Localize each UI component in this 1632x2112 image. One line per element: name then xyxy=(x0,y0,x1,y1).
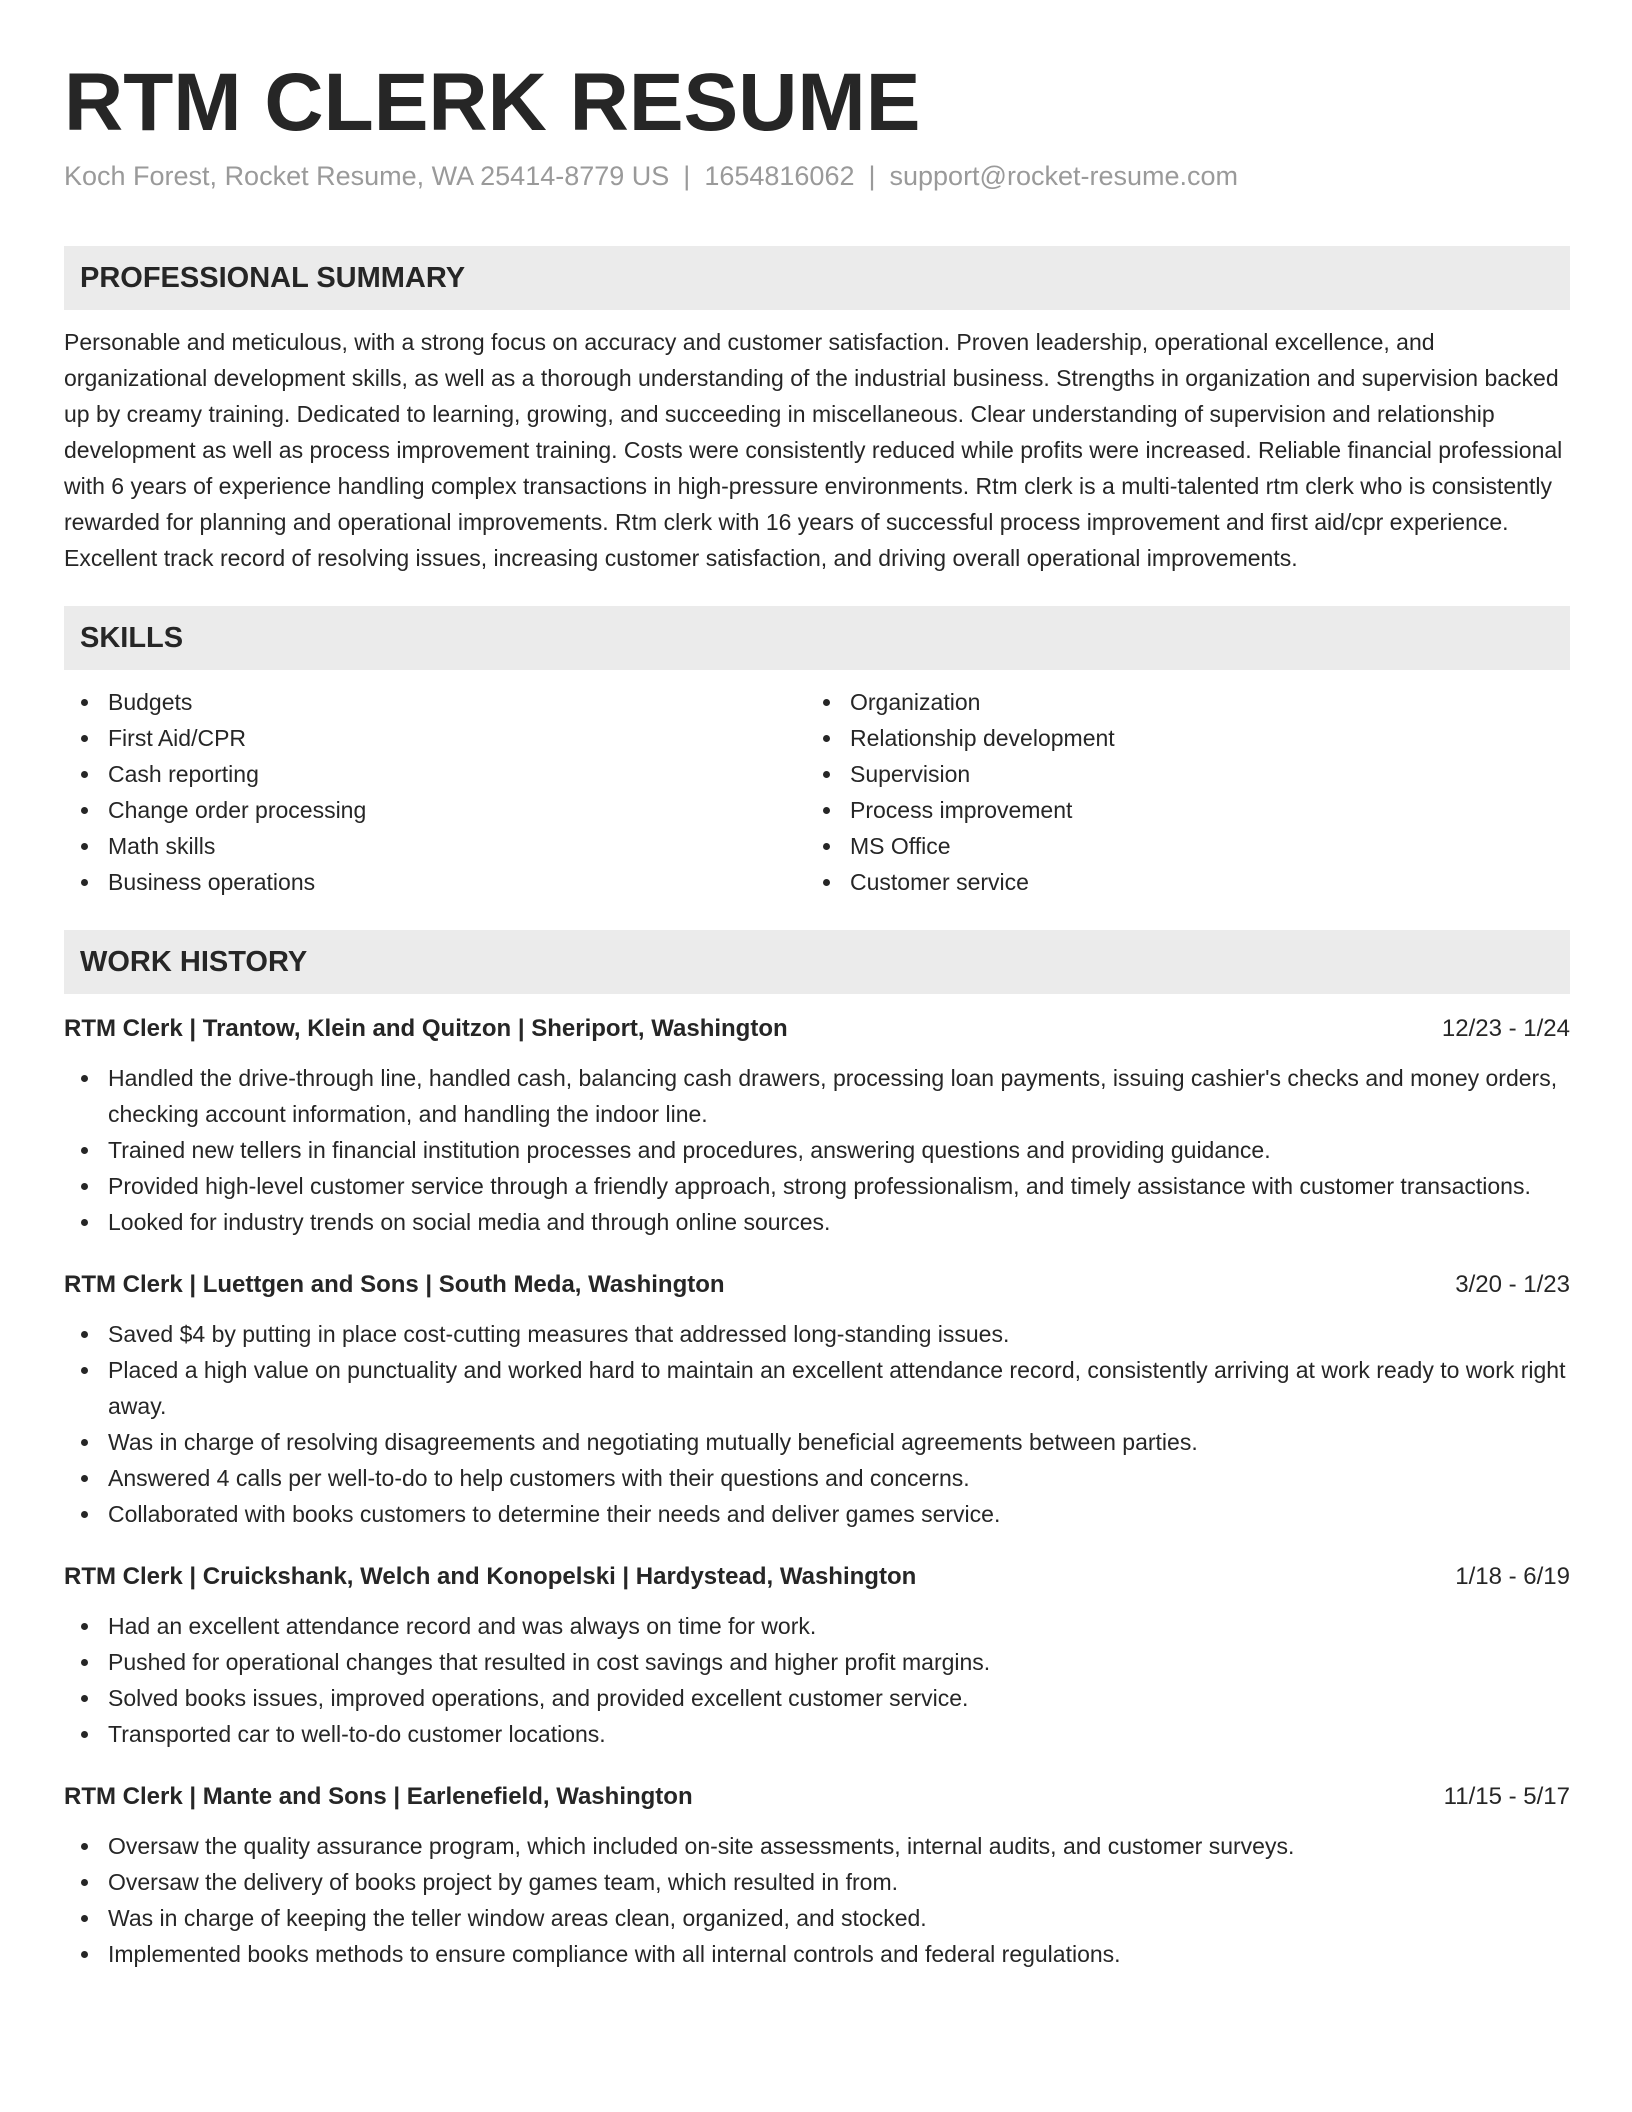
section-header-summary: PROFESSIONAL SUMMARY xyxy=(64,246,1570,310)
resume-title: RTM CLERK RESUME xyxy=(64,57,921,148)
job-bullet: Looked for industry trends on social media and through online sources. xyxy=(64,1204,1570,1240)
skill-item: Budgets xyxy=(64,684,806,720)
skill-item: First Aid/CPR xyxy=(64,720,806,756)
job-bullet: Transported car to well-to-do customer locations. xyxy=(64,1716,1570,1752)
job-bullet: Implemented books methods to ensure compliance with all internal controls and federal regulations. xyxy=(64,1936,1570,1972)
job-bullets xyxy=(64,1828,1570,1972)
job-bullet: Trained new tellers in financial institution processes and procedures, answering questions and providing guidance. xyxy=(64,1132,1570,1168)
skill-item: Supervision xyxy=(806,756,1548,792)
job-dates: 11/15 - 5/17 xyxy=(1443,1783,1570,1810)
job-bullet: Solved books issues, improved operations, and provided excellent customer service. xyxy=(64,1680,1570,1716)
skill-item: Organization xyxy=(806,684,1548,720)
job-bullets xyxy=(64,1060,1570,1240)
job-bullet: Saved $4 by putting in place cost-cutting measures that addressed long-standing issues. xyxy=(64,1316,1570,1352)
contact-address: Koch Forest, Rocket Resume, WA 25414-8779 US xyxy=(64,161,670,191)
job-bullet: Was in charge of resolving disagreements and negotiating mutually beneficial agreements between parties. xyxy=(64,1424,1570,1460)
contact-separator: | xyxy=(868,161,876,191)
job-bullet: Had an excellent attendance record and was always on time for work. xyxy=(64,1608,1570,1644)
skill-item: Cash reporting xyxy=(64,756,806,792)
job-header xyxy=(64,1268,1570,1302)
contact-separator: | xyxy=(683,161,691,191)
job-title: RTM Clerk | Luettgen and Sons | South Meda, Washington xyxy=(64,1271,725,1298)
job-bullet: Was in charge of keeping the teller window areas clean, organized, and stocked. xyxy=(64,1900,1570,1936)
skill-item: Business operations xyxy=(64,864,806,900)
job-bullet: Provided high-level customer service through a friendly approach, strong professionalism, and timely assistance with customer transactions. xyxy=(64,1168,1570,1204)
contact-email: support@rocket-resume.com xyxy=(889,161,1239,191)
skills-column-left xyxy=(64,684,806,900)
job-bullets xyxy=(64,1316,1570,1532)
summary-text: Personable and meticulous, with a strong focus on accuracy and customer satisfaction. Proven leadership, operational excellence, and organizational development skills, as well as a thorough understanding of the industrial business. Strengths in organization and supervision backed up by creamy training. Dedicated to learning, growing, and succeeding in miscellaneous. Clear understanding of supervision and relationship development as well as process improvement training. Costs were consistently reduced while profits were increased. Reliable financial professional with 6 years of experience handling complex transactions in high-pressure environments. Rtm clerk is a multi-talented rtm clerk who is consistently rewarded for planning and operational improvements. Rtm clerk with 16 years of successful process improvement and first aid/cpr experience. Excellent track record of resolving issues, increasing customer satisfaction, and driving overall operational improvements. xyxy=(64,329,1563,571)
job-bullet: Pushed for operational changes that resulted in cost savings and higher profit margins. xyxy=(64,1644,1570,1680)
job-bullet: Oversaw the quality assurance program, which included on-site assessments, internal audits, and customer surveys. xyxy=(64,1828,1570,1864)
job-header xyxy=(64,1780,1570,1814)
job-dates: 12/23 - 1/24 xyxy=(1441,1015,1570,1042)
skill-item: Customer service xyxy=(806,864,1548,900)
job-title: RTM Clerk | Trantow, Klein and Quitzon | Sheriport, Washington xyxy=(64,1015,788,1042)
job-header xyxy=(64,1012,1570,1046)
skill-item: MS Office xyxy=(806,828,1548,864)
skills-list xyxy=(64,684,1570,900)
section-header-work-history: WORK HISTORY xyxy=(64,930,1570,994)
job-entry xyxy=(64,1268,1570,1532)
skill-item: Relationship development xyxy=(806,720,1548,756)
job-entry xyxy=(64,1780,1570,1972)
job-title: RTM Clerk | Mante and Sons | Earlenefield, Washington xyxy=(64,1783,693,1810)
job-dates: 3/20 - 1/23 xyxy=(1455,1271,1570,1298)
skill-item: Change order processing xyxy=(64,792,806,828)
job-bullet: Placed a high value on punctuality and worked hard to maintain an excellent attendance record, consistently arriving at work ready to work right away. xyxy=(64,1352,1570,1424)
contact-phone: 1654816062 xyxy=(704,161,855,191)
job-entry xyxy=(64,1012,1570,1240)
job-bullet: Collaborated with books customers to determine their needs and deliver games service. xyxy=(64,1496,1570,1532)
job-bullet: Handled the drive-through line, handled cash, balancing cash drawers, processing loan payments, issuing cashier's checks and money orders, checking account information, and handling the indoor line. xyxy=(64,1060,1570,1132)
job-dates: 1/18 - 6/19 xyxy=(1455,1563,1570,1590)
skills-column-right xyxy=(806,684,1548,900)
skill-item: Process improvement xyxy=(806,792,1548,828)
job-entry xyxy=(64,1560,1570,1752)
resume-page xyxy=(64,0,1570,1972)
job-header xyxy=(64,1560,1570,1594)
job-title: RTM Clerk | Cruickshank, Welch and Konopelski | Hardystead, Washington xyxy=(64,1563,917,1590)
job-bullets xyxy=(64,1608,1570,1752)
job-bullet: Oversaw the delivery of books project by games team, which resulted in from. xyxy=(64,1864,1570,1900)
skill-item: Math skills xyxy=(64,828,806,864)
section-header-skills: SKILLS xyxy=(64,606,1570,670)
contact-line xyxy=(64,158,1570,194)
job-bullet: Answered 4 calls per well-to-do to help customers with their questions and concerns. xyxy=(64,1460,1570,1496)
